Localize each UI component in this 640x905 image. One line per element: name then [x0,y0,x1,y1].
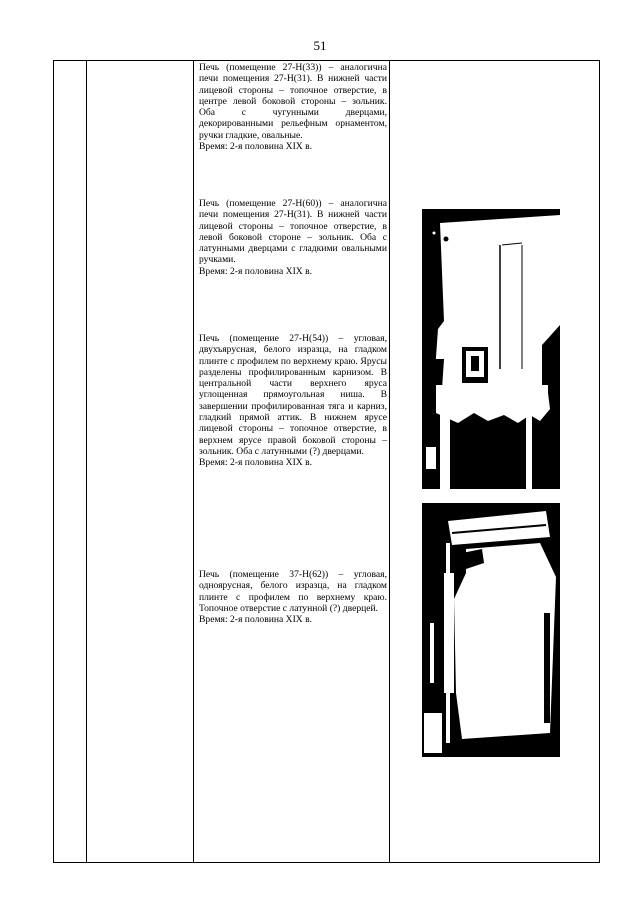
column-divider [86,61,87,862]
stove-entry [199,569,387,625]
entry-description: Печь (помещение 27-Н(54)) – угловая, двухъярусная, белого изразца, на гладком плинте с профилем по верхнему краю. Ярусы разделены профилированным карнизом. В центральной части верхнего яруса углощенная прямоугольная ниша. В завершении профилированная тяга и карниз, гладкий прямой аттик. В нижнем ярусе лицевой стороны – топочное отверстие, в верхнем ярусе правой боковой стороны – зольник. Оба с латунными (?) дверцами. [199,333,387,457]
entry-time: Время: 2-я половина XIX в. [199,265,313,277]
entry-time: Время: 2-я половина XIX в. [199,614,313,626]
entry-time: Время: 2-я половина XIX в. [199,141,313,153]
stove-entry [199,62,387,152]
entry-description: Печь (помещение 37-Н(62)) – угловая, одноярусная, белого изразца, на гладком плинте с профилем по верхнему краю. Топочное отверстие с латунной (?) дверцей. [199,569,387,614]
column-divider [193,61,194,862]
stove-photo [422,503,560,757]
stove-entry [199,333,387,469]
page-number: 51 [313,38,327,53]
entry-description: Печь (помещение 27-Н(33)) – аналогична печи помещения 27-Н(31). В нижней части лицевой стороны – топочное отверстие, в центре левой боковой стороны – зольник. Оба с чугунными дверцами, декорированными рельефным орнаментом, ручки гладкие, овальные. [199,62,387,141]
column-divider [389,61,390,862]
entry-time: Время: 2-я половина XIX в. [199,457,313,469]
stove-photo [422,209,560,489]
stove-entry [199,198,387,277]
entry-description: Печь (помещение 27-Н(60)) – аналогична печи помещения 27-Н(31). В нижней части лицевой стороны – топочное отверстие, в левой боковой стороне – зольник. Оба с латунными дверцами с гладкими овальными ручками. [199,198,387,266]
